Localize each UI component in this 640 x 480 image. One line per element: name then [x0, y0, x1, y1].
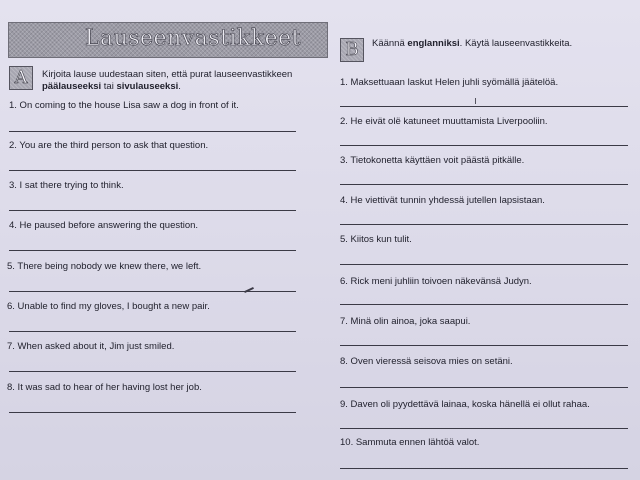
section-a-instruction: Kirjoita lause uudestaan siten, että purat lauseenvastikkeen päälauseeksi tai sivulauseeksi. [42, 69, 293, 92]
answer-line[interactable] [9, 412, 296, 413]
section-b-instruction: Käännä englanniksi. Käytä lauseenvastikkeita. [372, 38, 573, 49]
answer-line[interactable] [340, 106, 628, 107]
answer-line[interactable] [340, 387, 628, 388]
section-a-item-6: 6. Unable to find my gloves, I bought a new pair. [7, 301, 210, 312]
section-b-badge: B [340, 38, 364, 62]
section-b-item-2: 2. He eivät olë katuneet muuttamista Liverpooliin. [340, 116, 548, 127]
section-a-item-1: 1. On coming to the house Lisa saw a dog in front of it. [9, 100, 239, 111]
section-a-item-4: 4. He paused before answering the question. [9, 220, 199, 231]
section-a-item-2: 2. You are the third person to ask that question. [9, 140, 209, 151]
pencil-mark [244, 287, 254, 293]
section-a-badge: A [9, 66, 33, 90]
answer-line[interactable] [340, 468, 628, 469]
answer-line[interactable] [9, 291, 296, 292]
answer-line[interactable] [340, 304, 628, 305]
section-a-item-3: 3. I sat there trying to think. [9, 180, 124, 191]
section-b-item-7: 7. Minä olin ainoa, joka saapui. [340, 316, 471, 327]
section-a-item-7: 7. When asked about it, Jim just smiled. [7, 341, 175, 352]
section-b-item-5: 5. Kiitos kun tulit. [340, 234, 412, 245]
answer-line[interactable] [9, 210, 296, 211]
answer-line[interactable] [9, 371, 296, 372]
section-b-item-10: 10. Sammuta ennen lähtöä valot. [340, 437, 480, 448]
answer-line[interactable] [340, 145, 628, 146]
answer-line[interactable] [340, 345, 628, 346]
section-b-item-6: 6. Rick meni juhliin toivoen näkevänsä Judyn. [340, 276, 532, 287]
section-a-item-5: 5. There being nobody we knew there, we left. [7, 261, 202, 272]
answer-line[interactable] [340, 264, 628, 265]
answer-line[interactable] [340, 428, 628, 429]
title-banner [8, 22, 328, 58]
answer-line[interactable] [340, 224, 628, 225]
section-b-item-3: 3. Tietokonetta käyttäen voit päästä pitkälle. [340, 155, 525, 166]
answer-line[interactable] [9, 250, 296, 251]
section-a-item-8: 8. It was sad to hear of her having lost her job. [7, 382, 202, 393]
section-b-item-9: 9. Daven oli pyydettävä lainaa, koska hänellä ei ollut rahaa. [340, 399, 590, 410]
section-b-item-1: 1. Maksettuaan laskut Helen juhli syömällä jäätelöä. [340, 77, 559, 88]
section-b-item-8: 8. Oven vieressä seisova mies on setäni. [340, 356, 513, 367]
answer-line[interactable] [9, 170, 296, 171]
page-title: Lauseenvastikkeet [84, 26, 301, 51]
answer-line[interactable] [9, 131, 296, 132]
pencil-mark [475, 98, 479, 104]
answer-line[interactable] [9, 331, 296, 332]
section-b-item-4: 4. He viettivät tunnin yhdessä jutellen lapsistaan. [340, 195, 545, 206]
answer-line[interactable] [340, 184, 628, 185]
